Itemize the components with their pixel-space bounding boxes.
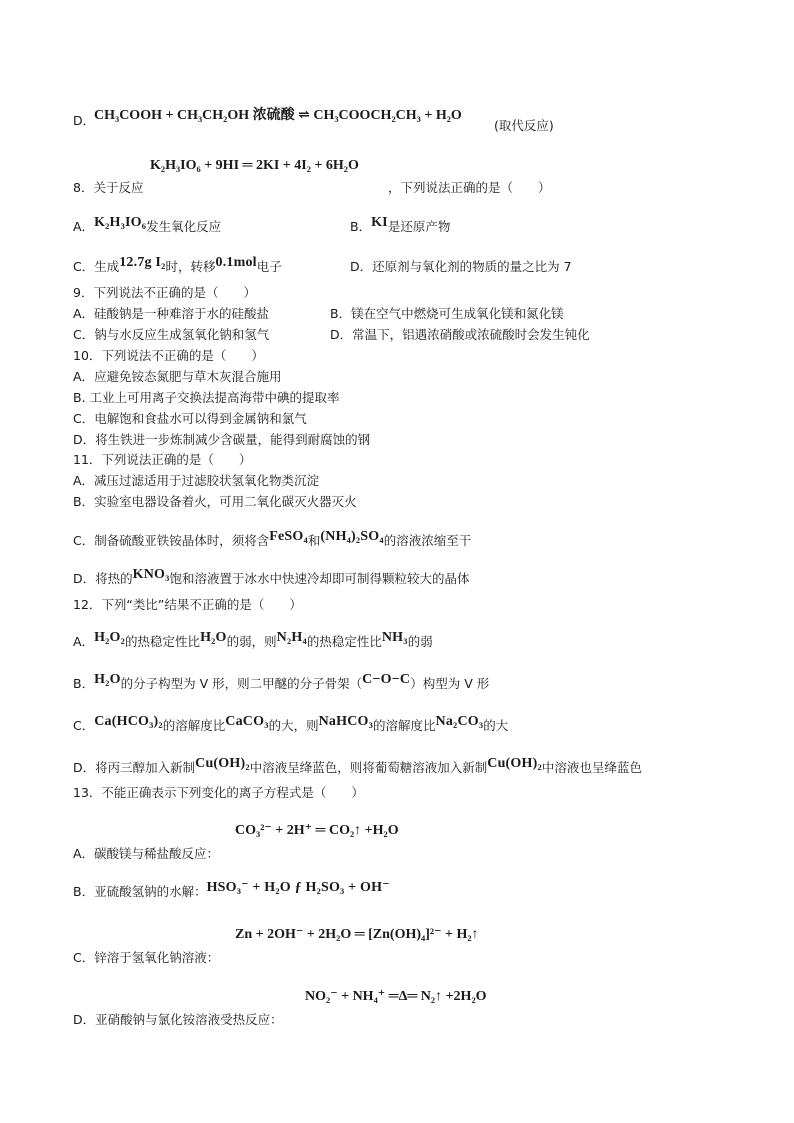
q11-option-a: A．减压过滤适用于过滤胶状氢氧化物类沉淀 [73,473,320,488]
q12-stem: 12．下列“类比”结果不正确的是（ ） [73,597,302,612]
q9-option-b: B．镁在空气中燃烧可生成氧化镁和氮化镁 [330,306,564,321]
formula: H₂O [200,630,227,645]
reaction-type-note: (取代反应) [494,118,554,133]
q13-equation-d: NO₂⁻ + NH₄⁺ ═Δ═ N₂↑ +2H₂O [305,989,487,1004]
q8-stem-right: ，下列说法正确的是（ ） [388,180,551,195]
formula: HSO₃⁻ + H₂O ƒ H₂SO₃ + OH⁻ [206,880,390,895]
q13-option-d: D．亚硝酸钠与氯化铵溶液受热反应： [73,1012,283,1027]
q10-stem: 10．下列说法不正确的是（ ） [73,348,264,363]
q13-option-a: A．碳酸镁与稀盐酸反应： [73,846,220,861]
q10-option-c: C．电解饱和食盐水可以得到金属钠和氯气 [73,411,307,426]
q13-option-b: B．亚硫酸氢钠的水解：HSO₃⁻ + H₂O ƒ H₂SO₃ + OH⁻ [73,880,390,899]
q9-option-a: A．硅酸钠是一种难溶于水的硅酸盐 [73,306,270,321]
q13-equation-a: CO₃²⁻ + 2H⁺ ═ CO₂↑ +H₂O [235,823,399,838]
q12-option-c: C．Ca(HCO₃)₂的溶解度比CaCO₃的大，则NaHCO₃的溶解度比Na₂CO₃的大 [73,714,509,733]
q13-equation-c: Zn + 2OH⁻ + 2H₂O ═ [Zn(OH)₄]²⁻ + H₂↑ [235,927,479,942]
formula: Na₂CO₃ [435,714,484,729]
formula: NaHCO₃ [318,714,374,729]
formula: Cu(OH)₂ [195,756,250,771]
q8-reaction-equation: K₂H₃IO₆ + 9HI ═ 2KI + 4I₂ + 6H₂O [150,158,359,173]
esterification-equation: CH₃COOH + CH₃CH₂OH 浓硫酸 ⇌ CH₃COOCH₂CH₃ + H₂O [94,108,462,123]
formula: (NH₄)₂SO₄ [320,529,384,544]
option-letter: D． [73,113,96,128]
formula: C−O−C [362,672,411,687]
q8-option-b: B．KI是还原产物 [350,215,451,234]
formula: NH₃ [381,630,408,645]
formula: Ca(HCO₃)₂ [94,714,163,729]
formula: CaCO₃ [225,714,269,729]
q12-option-d: D．将丙三醇加入新制Cu(OH)₂中溶液呈绛蓝色，则将葡萄糖溶液加入新制Cu(OH)₂中溶液也呈绛蓝色 [73,756,642,775]
q11-option-b: B．实验室电器设备着火，可用二氧化碳灭火器灭火 [73,494,357,509]
q11-option-c: C．制备硫酸亚铁铵晶体时，须将含FeSO₄和(NH₄)₂SO₄的溶液浓缩至干 [73,529,472,548]
formula: KI [371,215,388,230]
formula: KNO₃ [132,567,170,582]
q11-option-d: D．将热的KNO₃饱和溶液置于冰水中快速冷却即可制得颗粒较大的晶体 [73,567,470,586]
formula: Cu(OH)₂ [487,756,542,771]
q8-option-c: C．生成12.7g I₂时，转移0.1mol电子 [73,255,282,274]
formula: K₂H₃IO₆ [94,215,147,230]
formula: H₂O [94,672,121,687]
q9-option-c: C．钠与水反应生成氢氧化钠和氢气 [73,327,270,342]
q10-option-b: B. 工业上可用离子交换法提高海带中碘的提取率 [73,390,340,405]
q12-option-b: B．H₂O的分子构型为 V 形，则二甲醚的分子骨架（C−O−C）构型为 V 形 [73,672,490,691]
q13-stem: 13．不能正确表示下列变化的离子方程式是（ ） [73,785,364,800]
q8-option-a: A．K₂H₃IO₆发生氧化反应 [73,215,222,234]
q9-option-d: D．常温下，铝遇浓硝酸或浓硫酸时会发生钝化 [330,327,590,342]
q8-option-d: D．还原剂与氧化剂的物质的量之比为 7 [350,259,572,274]
q8-stem-left: 8．关于反应 [73,180,144,195]
q10-option-d: D．将生铁进一步炼制减少含碳量，能得到耐腐蚀的钢 [73,432,371,447]
q11-stem: 11．下列说法正确的是（ ） [73,452,252,467]
option-d-line [73,113,95,129]
formula: FeSO₄ [269,529,308,544]
q10-option-a: A．应避免铵态氮肥与草木灰混合施用 [73,369,282,384]
formula: 0.1mol [215,255,257,270]
q13-option-c: C．锌溶于氢氧化钠溶液： [73,950,220,965]
formula: N₂H₄ [276,630,307,645]
q12-option-a: A．H₂O₂的热稳定性比H₂O的弱，则N₂H₄的热稳定性比NH₃的弱 [73,630,433,649]
formula: 12.7g I₂ [119,255,166,270]
formula: H₂O₂ [94,630,126,645]
q9-stem: 9．下列说法不正确的是（ ） [73,285,256,300]
